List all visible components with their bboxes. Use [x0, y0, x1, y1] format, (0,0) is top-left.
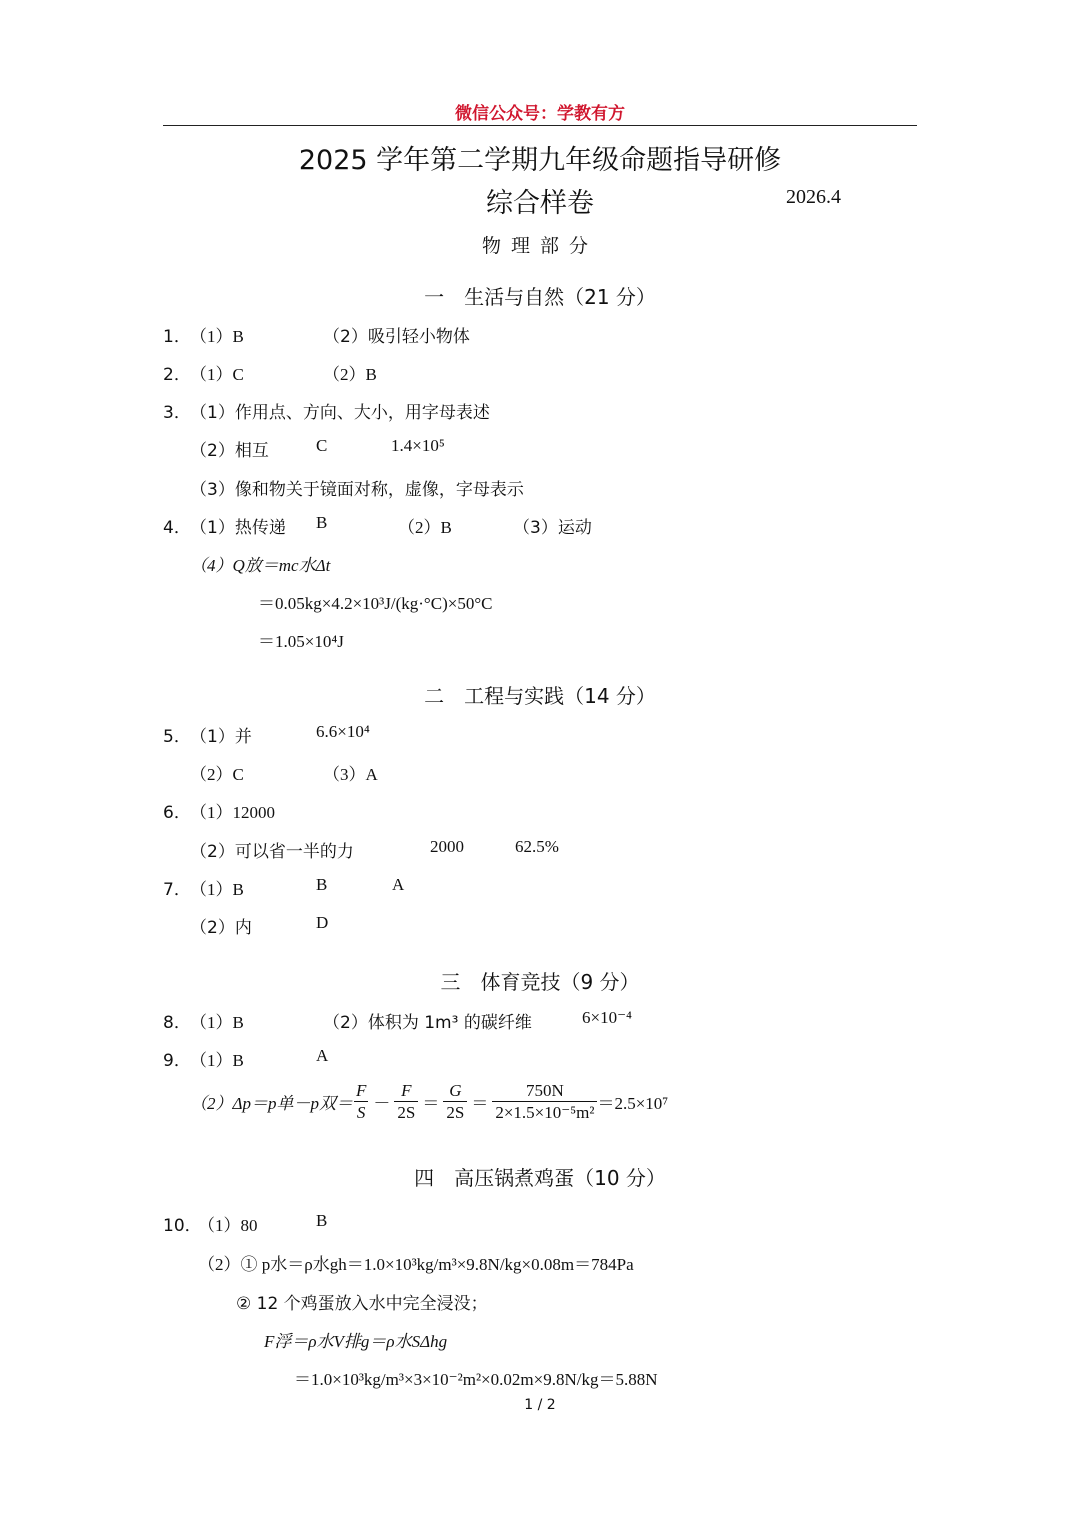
q10-buoyancy-formula: F浮＝ρ水V排g＝ρ水SΔhg	[264, 1332, 448, 1351]
q7-part1: （1）B	[190, 880, 244, 899]
fraction-denominator: 2S	[394, 1101, 418, 1123]
fraction-f-over-s	[353, 1080, 369, 1123]
q9-part1: （1）B	[190, 1051, 244, 1070]
q4-part1: （1）热传递	[190, 518, 286, 538]
q3-part2: （2）相互	[190, 441, 269, 461]
q4-number: 4．	[163, 518, 191, 538]
fraction-numerator: F	[355, 1080, 367, 1100]
section-heading-1: 一 生活与自然（21 分）	[424, 285, 656, 309]
header-rule	[163, 125, 917, 126]
page-number: 1 / 2	[524, 1397, 556, 1413]
q3-part1: （1）作用点、方向、大小，用字母表述	[190, 403, 490, 423]
q7-part1-answer-3: A	[392, 875, 405, 894]
q10-buoyancy-result: ＝1.0×10³kg/m³×3×10⁻²m²×0.02m×9.8N/kg＝5.88N	[294, 1370, 658, 1389]
q3-number: 3．	[163, 403, 191, 423]
q6-number: 6．	[163, 803, 191, 823]
q3-part2-answer: C	[316, 436, 328, 455]
q6-part2-value: 2000	[430, 837, 464, 856]
section-heading-4: 四 高压锅煮鸡蛋（10 分）	[414, 1166, 666, 1190]
q8-part2: （2）体积为 1m³ 的碳纤维	[323, 1013, 532, 1033]
fraction-denominator: 2S	[443, 1101, 467, 1123]
q8-number: 8．	[163, 1013, 191, 1033]
q5-number: 5．	[163, 727, 191, 747]
minus-sign: －	[373, 1093, 391, 1113]
fraction-numerator: F	[401, 1080, 412, 1100]
q8-part2-value: 6×10⁻⁴	[582, 1008, 632, 1027]
q10-part1-answer: B	[316, 1211, 328, 1230]
q4-part3: （3）运动	[513, 518, 592, 538]
q9-part2-equation	[190, 1077, 668, 1125]
fraction-numerator: G	[449, 1080, 462, 1100]
q4-part4: （4）Q放＝mc水Δt	[190, 556, 331, 575]
q4-line3: ＝1.05×10⁴J	[258, 632, 344, 651]
fraction-750n	[492, 1080, 597, 1123]
q5-part2: （2）C	[190, 765, 244, 784]
date: 2026.4	[786, 186, 841, 208]
q4-part1-answer: B	[316, 513, 328, 532]
part-title: 物理部分	[481, 235, 598, 257]
watermark: 微信公众号：学教有方	[455, 104, 625, 124]
q5-part1-value: 6.6×10⁴	[316, 722, 370, 741]
q1-part2: （2）吸引轻小物体	[323, 327, 470, 347]
equals-sign: ＝	[422, 1093, 440, 1113]
q4-part2: （2）B	[398, 518, 452, 537]
q2-number: 2．	[163, 365, 191, 385]
q9-part2-result: ＝2.5×10⁷	[597, 1093, 669, 1113]
q9-number: 9．	[163, 1051, 191, 1071]
title-line-1: 2025 学年第二学期九年级命题指导研修	[298, 145, 782, 176]
q1-number: 1．	[163, 327, 191, 347]
q10-number: 10．	[163, 1216, 202, 1236]
fraction-denominator: 2×1.5×10⁻⁵m²	[492, 1101, 597, 1123]
equals-sign: ＝	[471, 1093, 489, 1113]
fraction-numerator: 750N	[526, 1080, 564, 1100]
q7-part2-answer: D	[316, 913, 329, 932]
q8-part1: （1）B	[190, 1013, 244, 1032]
q7-number: 7．	[163, 880, 191, 900]
q10-part2-step1: （2）① p水＝ρ水gh＝1.0×10³kg/m³×9.8N/kg×0.08m＝784Pa	[198, 1255, 634, 1274]
q10-part1: （1）80	[198, 1216, 258, 1235]
q7-part2: （2）内	[190, 918, 252, 938]
title-line-2: 综合样卷	[486, 188, 594, 219]
q5-part3: （3）A	[323, 765, 378, 784]
q3-part3: （3）像和物关于镜面对称，虚像，字母表示	[190, 480, 524, 500]
q2-part2: （2）B	[323, 365, 377, 384]
q7-part1-answer-2: B	[316, 875, 328, 894]
q3-part2-value: 1.4×10⁵	[391, 436, 445, 455]
q6-part2-efficiency: 62.5%	[515, 837, 559, 856]
q2-part1: （1）C	[190, 365, 244, 384]
q6-part2: （2）可以省一半的力	[190, 842, 354, 862]
q10-part2-step2: ② 12 个鸡蛋放入水中完全浸没；	[236, 1294, 488, 1314]
q6-part1: （1）12000	[190, 803, 275, 822]
fraction-denominator: S	[354, 1101, 369, 1123]
q9-part1-answer: A	[316, 1046, 329, 1065]
fraction-g-over-2s	[443, 1080, 467, 1123]
section-heading-2: 二 工程与实践（14 分）	[424, 684, 656, 708]
section-heading-3: 三 体育竞技（9 分）	[440, 970, 640, 994]
q5-part1: （1）并	[190, 727, 252, 747]
q1-part1: （1）B	[190, 327, 244, 346]
q9-part2-lead: （2）Δp＝p单－p双＝	[190, 1093, 353, 1113]
q4-line2: ＝0.05kg×4.2×10³J/(kg·°C)×50°C	[258, 594, 493, 613]
fraction-f-over-2s	[394, 1080, 418, 1123]
